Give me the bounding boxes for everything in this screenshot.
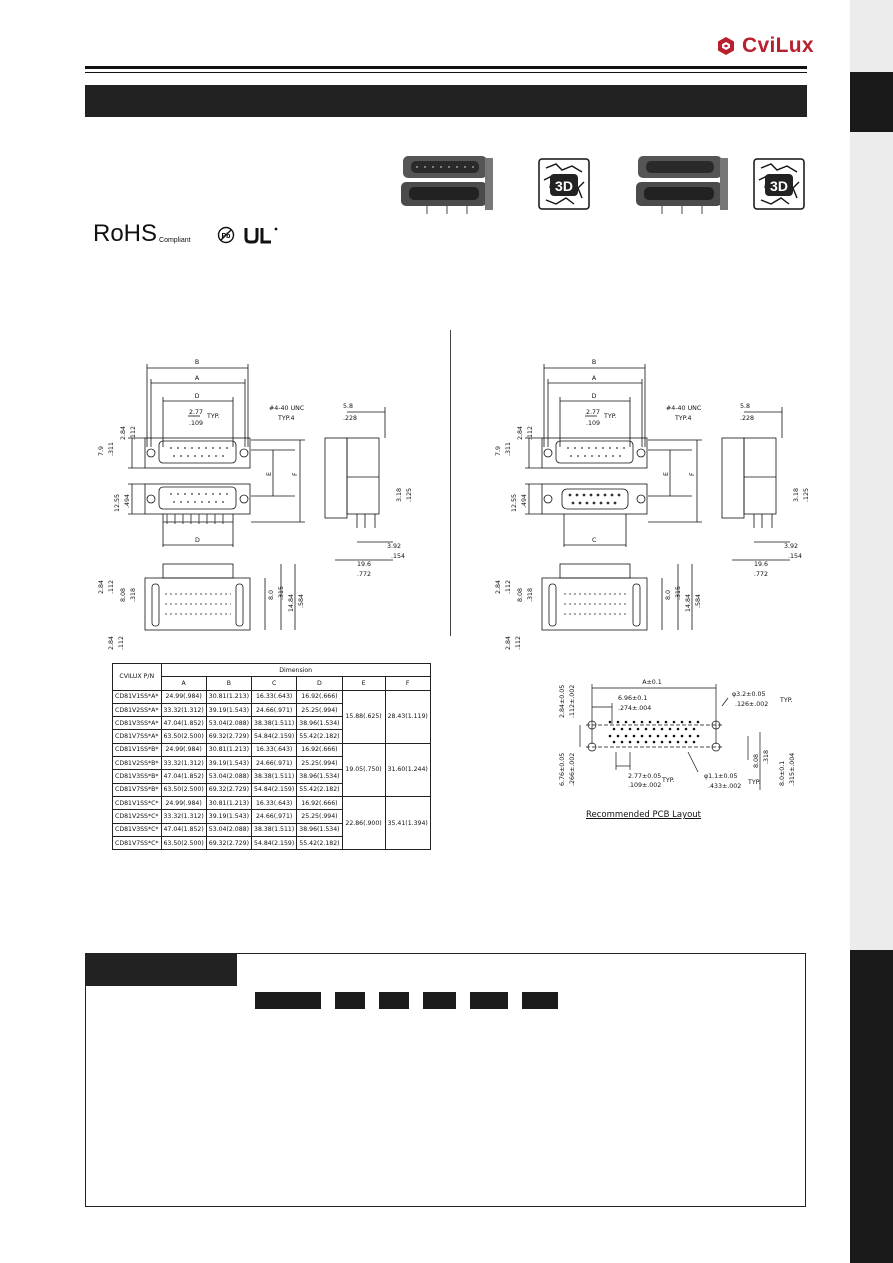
table-cell: 38.96(1.534) (297, 823, 342, 836)
rohs-sub-label: Compliant (159, 237, 191, 244)
drawing-left (95, 352, 415, 650)
table-col-d: D (297, 677, 342, 690)
pcb-dim-315: .315±.004 (789, 752, 796, 786)
dim-494: .494 (521, 493, 528, 508)
dim-154: .154 (788, 553, 803, 560)
table-cell: 38.38(1.511) (252, 717, 297, 730)
dim-lower-2-84: 2.84 (98, 579, 105, 594)
3d-badge-icon (753, 158, 805, 210)
dim-lower-8-08: 8.08 (517, 587, 524, 602)
part-code-segment-4 (423, 992, 456, 1009)
table-cell: 47.04(1.852) (161, 770, 206, 783)
dim-lower-318: .318 (527, 587, 534, 602)
table-cell: 54.84(2.159) (252, 730, 297, 743)
table-cell: 25.25(.994) (297, 810, 342, 823)
pcb-dim-typ-b: TYP. (662, 777, 675, 784)
table-cell: 69.32(2.729) (206, 730, 251, 743)
part-code-segment-2 (335, 992, 365, 1009)
dim-lower-8-0: 8.0 (665, 589, 672, 600)
dim-19-6: 19.6 (357, 561, 372, 568)
table-cell: 33.32(1.312) (161, 703, 206, 716)
dim-screw: #4-40 UNC (666, 405, 702, 412)
table-cell: 47.04(1.852) (161, 823, 206, 836)
dim-2-84: 2.84 (120, 425, 127, 440)
table-cell: 16.33(.643) (252, 796, 297, 809)
pcb-dim-6-76: 6.76±0.05 (559, 752, 566, 786)
table-cell: 63.50(2.500) (161, 730, 206, 743)
dim-7-9: 7.9 (495, 445, 502, 456)
table-cell: 55.42(2.182) (297, 836, 342, 849)
table-cell: 47.04(1.852) (161, 717, 206, 730)
header-rule (85, 66, 807, 69)
table-cell-pn: CD81V1SS*C* (113, 796, 162, 809)
table-cell-pn: CD81V3SS*A* (113, 717, 162, 730)
table-cell: 25.25(.994) (297, 703, 342, 716)
dim-772: .772 (754, 571, 769, 578)
table-cell: 39.19(1.543) (206, 703, 251, 716)
dim-lower-2-84-b: 2.84 (108, 635, 115, 650)
no-lead-icon (217, 226, 235, 244)
pcb-dim-274: .274±.004 (618, 705, 652, 712)
table-cell: 38.38(1.511) (252, 823, 297, 836)
table-cell: 24.99(.984) (161, 796, 206, 809)
table-cell-f: 31.60(1.244) (385, 743, 430, 796)
brand-logo (716, 34, 814, 58)
dim-f-label: F (292, 472, 299, 476)
3d-badge-icon (538, 158, 590, 210)
table-cell: 16.92(.666) (297, 796, 342, 809)
table-col-f: F (385, 677, 430, 690)
table-cell-f: 28.43(1.119) (385, 690, 430, 743)
dim-pitch-in: .109 (586, 420, 601, 427)
dim-lower-584: .584 (298, 593, 305, 608)
pcb-dim-266: .266±.002 (569, 752, 576, 786)
dim-a-label: A (591, 375, 597, 382)
table-cell-pn: CD81V3SS*B* (113, 770, 162, 783)
dim-lower-2-84-b: 2.84 (505, 635, 512, 650)
pcb-dim-2-84: 2.84±0.05 (559, 684, 566, 718)
table-cell: 55.42(2.182) (297, 783, 342, 796)
table-cell: 24.66(.971) (252, 703, 297, 716)
ul-recognized-icon (243, 225, 289, 245)
table-col-e: E (342, 677, 385, 690)
dim-lower-318: .318 (130, 587, 137, 602)
dim-b-label: B (591, 359, 597, 366)
table-cell: 38.96(1.534) (297, 717, 342, 730)
dim-d-label: D (591, 393, 597, 400)
dim-d-label: D (194, 393, 200, 400)
table-cell: 53.04(2.088) (206, 717, 251, 730)
table-cell: 39.19(1.543) (206, 757, 251, 770)
dim-e-label: E (663, 472, 670, 476)
table-cell-pn: CD81V2SS*B* (113, 757, 162, 770)
dim-e-label: E (266, 472, 273, 476)
pcb-dim-6-96: 6.96±0.1 (618, 695, 648, 702)
dim-b-label: B (194, 359, 200, 366)
dim-154: .154 (391, 553, 406, 560)
table-cell: 54.84(2.159) (252, 836, 297, 849)
table-header-dimension: Dimension (161, 664, 430, 677)
dim-311: .311 (108, 441, 115, 456)
table-cell: 30.81(1.213) (206, 743, 251, 756)
side-index-tab-top (850, 72, 893, 132)
table-cell-e: 19.05(.750) (342, 743, 385, 796)
table-cell: 24.66(.971) (252, 810, 297, 823)
dim-lower-584: .584 (695, 593, 702, 608)
dim-bottom-label: C (592, 537, 597, 544)
pcb-dim-typ-c: TYP. (748, 779, 761, 786)
dim-lower-315: .315 (278, 585, 285, 600)
table-row (113, 743, 431, 756)
pcb-dim-318: .318 (763, 749, 770, 764)
dim-311: .311 (505, 441, 512, 456)
dim-screw-typ: TYP.4 (278, 415, 295, 422)
pcb-dim-433: .433±.002 (708, 783, 742, 790)
dim-7-9: 7.9 (98, 445, 105, 456)
part-code-segment-3 (379, 992, 409, 1009)
dim-3-18: 3.18 (396, 487, 403, 502)
3d-model-badge-2[interactable] (753, 158, 805, 210)
dim-494: .494 (124, 493, 131, 508)
dim-lower-112-b: .112 (515, 635, 522, 650)
table-cell: 69.32(2.729) (206, 836, 251, 849)
dim-3-92: 3.92 (784, 543, 799, 550)
table-cell: 39.19(1.543) (206, 810, 251, 823)
pcb-dim-typ-a: TYP. (780, 697, 793, 704)
brand-name: CviLux (742, 34, 814, 57)
dim-bottom-label: D (195, 537, 200, 544)
dim-125: .125 (803, 487, 810, 502)
dim-screw: #4-40 UNC (269, 405, 305, 412)
dim-lower-112-b: .112 (118, 635, 125, 650)
dim-pitch-in: .109 (189, 420, 204, 427)
table-cell: 55.42(2.182) (297, 730, 342, 743)
header-rule-thin (85, 72, 807, 73)
table-cell: 24.66(.971) (252, 757, 297, 770)
table-cell-pn: CD81V2SS*C* (113, 810, 162, 823)
dim-2-84: 2.84 (517, 425, 524, 440)
drawing-right (492, 352, 812, 650)
table-cell-pn: CD81V3SS*C* (113, 823, 162, 836)
dim-125: .125 (406, 487, 413, 502)
rohs-label: RoHS (93, 220, 158, 247)
dim-3-92: 3.92 (387, 543, 402, 550)
table-col-b: B (206, 677, 251, 690)
table-cell: 16.92(.666) (297, 690, 342, 703)
dim-depth-in: .228 (740, 415, 755, 422)
table-cell: 16.33(.643) (252, 743, 297, 756)
section-title-bar (85, 85, 807, 117)
dim-12-55: 12.55 (114, 493, 121, 512)
dimension-table (112, 663, 431, 850)
dim-lower-112: .112 (505, 579, 512, 594)
3d-model-badge-1[interactable] (538, 158, 590, 210)
dim-lower-14-84: 14.84 (288, 593, 295, 612)
pcb-dim-109: .109±.002 (628, 782, 662, 789)
table-cell: 33.32(1.312) (161, 810, 206, 823)
product-photo-1 (397, 152, 497, 216)
dim-lower-2-84: 2.84 (495, 579, 502, 594)
pcb-dim-112: .112±.002 (569, 684, 576, 718)
dim-typ: TYP. (604, 413, 617, 420)
table-cell: 69.32(2.729) (206, 783, 251, 796)
brand-mark-icon (716, 36, 736, 56)
pcb-dim-8-08: 8.08 (753, 753, 760, 768)
pcb-dim-a: A±0.1 (642, 679, 662, 686)
table-cell-pn: CD81V7SS*A* (113, 730, 162, 743)
dim-772: .772 (357, 571, 372, 578)
table-cell: 54.84(2.159) (252, 783, 297, 796)
drawing-divider (450, 330, 451, 636)
table-cell-pn: CD81V7SS*B* (113, 783, 162, 796)
dim-lower-8-08: 8.08 (120, 587, 127, 602)
table-cell: 33.32(1.312) (161, 757, 206, 770)
pcb-dim-126: .126±.002 (735, 701, 769, 708)
product-photo-2 (632, 152, 732, 216)
side-index-tab-bottom (850, 950, 893, 1263)
dim-lower-14-84: 14.84 (685, 593, 692, 612)
dim-screw-typ: TYP.4 (675, 415, 692, 422)
table-cell: 30.81(1.213) (206, 796, 251, 809)
dim-depth: 5.8 (740, 403, 751, 410)
table-cell: 38.96(1.534) (297, 770, 342, 783)
dim-lower-315: .315 (675, 585, 682, 600)
table-cell: 38.38(1.511) (252, 770, 297, 783)
table-row (113, 796, 431, 809)
3d-badge-label: 3D (770, 178, 788, 194)
dim-12-55: 12.55 (511, 493, 518, 512)
table-cell: 53.04(2.088) (206, 770, 251, 783)
rohs-compliant-mark (93, 222, 191, 246)
pcb-dim-hole-1-1: φ1.1±0.05 (704, 773, 738, 780)
table-cell-f: 35.41(1.394) (385, 796, 430, 849)
part-code-segment-6 (522, 992, 558, 1009)
table-cell: 25.25(.994) (297, 757, 342, 770)
part-code-segment-5 (470, 992, 508, 1009)
dim-lower-8-0: 8.0 (268, 589, 275, 600)
dim-a-label: A (194, 375, 200, 382)
dim-f-label: F (689, 472, 696, 476)
dim-typ: TYP. (207, 413, 220, 420)
table-cell-pn: CD81V1SS*B* (113, 743, 162, 756)
dim-112: .112 (130, 425, 137, 440)
pcb-dim-2-77: 2.77±0.05 (628, 773, 662, 780)
part-code-segment-1 (255, 992, 321, 1009)
table-cell-pn: CD81V1SS*A* (113, 690, 162, 703)
table-cell: 16.92(.666) (297, 743, 342, 756)
table-cell-pn: CD81V2SS*A* (113, 703, 162, 716)
table-cell: 63.50(2.500) (161, 836, 206, 849)
dim-3-18: 3.18 (793, 487, 800, 502)
dim-pitch: 2.77 (586, 409, 601, 416)
dim-depth-in: .228 (343, 415, 358, 422)
table-cell: 53.04(2.088) (206, 823, 251, 836)
table-cell-pn: CD81V7SS*C* (113, 836, 162, 849)
pcb-layout-caption: Recommended PCB Layout (586, 810, 702, 820)
ordering-info-header (85, 953, 237, 985)
dim-19-6: 19.6 (754, 561, 769, 568)
table-col-a: A (161, 677, 206, 690)
table-cell-e: 15.88(.625) (342, 690, 385, 743)
table-row (113, 690, 431, 703)
table-cell: 30.81(1.213) (206, 690, 251, 703)
table-cell: 24.99(.984) (161, 743, 206, 756)
table-cell: 63.50(2.500) (161, 783, 206, 796)
table-header-pn: CVILUX P/N (113, 664, 162, 691)
table-col-c: C (252, 677, 297, 690)
3d-badge-label: 3D (555, 178, 573, 194)
dim-depth: 5.8 (343, 403, 354, 410)
dim-112: .112 (527, 425, 534, 440)
table-cell-e: 22.86(.900) (342, 796, 385, 849)
pcb-layout-drawing (552, 674, 810, 806)
ordering-info-divider (85, 985, 237, 986)
pcb-dim-8-0: 8.0±0.1 (779, 760, 786, 786)
pcb-dim-hole-3-2: φ3.2±0.05 (732, 691, 766, 698)
svg-text:Pb: Pb (221, 233, 231, 240)
dim-pitch: 2.77 (189, 409, 204, 416)
table-cell: 16.33(.643) (252, 690, 297, 703)
dim-lower-112: .112 (108, 579, 115, 594)
table-cell: 24.99(.984) (161, 690, 206, 703)
